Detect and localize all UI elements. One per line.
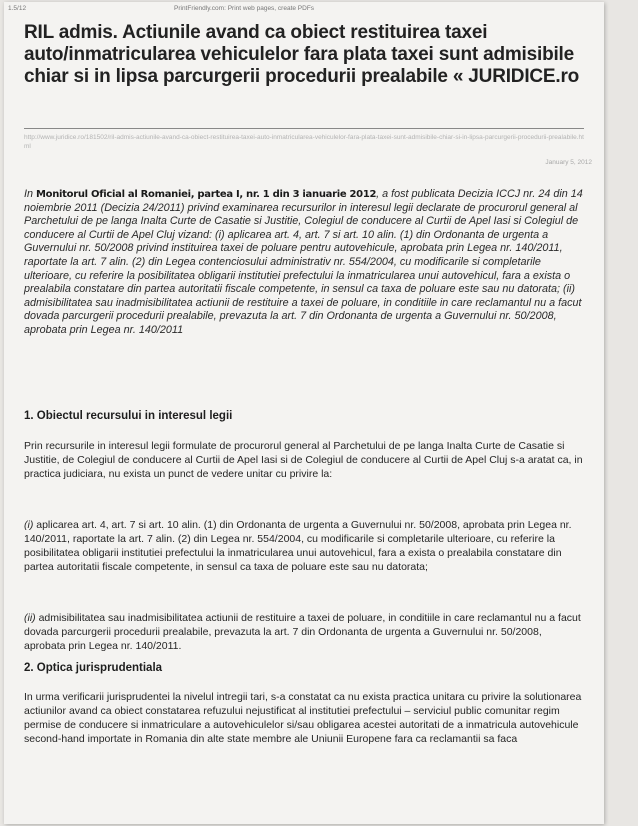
document-page	[4, 2, 604, 824]
roman-marker-i: (i)	[24, 519, 34, 531]
section2-paragraph-1: In urma verificarii jurisprudentei la nivelul intregii tari, s-a constatat ca nu exista practica unitara cu privire la solutionarea actiunilor avand ca obiect constatarea refuzului nejustificat al institutiei prefectului – serviciul public comunitar regim permise de conducere si inmatriculare a autovehiculelor si/sau obligarea acestei autoritati de a inmatricula autovehicule second-hand importate in Romania din alte state membre ale Uniunii Europene fara ca reclamantii sa faca	[24, 691, 582, 745]
title-divider	[24, 128, 584, 129]
roman-marker-ii: (ii)	[24, 612, 36, 624]
section1-paragraph-2	[24, 518, 584, 574]
handwritten-reference: Monitorul Oficial al Romaniei, partea I, nr. 1 din 3 ianuarie 2012	[36, 189, 377, 200]
publication-date: January 5, 2012	[545, 159, 592, 166]
article-title: RIL admis. Actiunile avand ca obiect restituirea taxei auto/inmatricularea vehiculelor fara plata taxei sunt admisibile chiar si in lipsa parcurgerii procedurii prealabile « JURIDICE.ro	[24, 22, 580, 87]
section1-paragraph-1: Prin recursurile in interesul legii formulate de procurorul general al Parchetului de pe langa Inalta Curte de Casatie si Justitie, de Colegiul de conducere al Curtii de Apel Iasi si de Colegiul de conducere al Curtii de Apel Cluj s-a aratat ca, in practica judiciara, nu exista un punct de vedere unitar cu privire la:	[24, 440, 583, 480]
section-heading-1: 1. Obiectul recursului in interesul legii	[24, 410, 233, 422]
print-date: 1.5/12	[8, 5, 27, 12]
intro-text: , a fost publicata Decizia ICCJ nr. 24 din 14 noiembrie 2011 (Decizia 24/2011) privind examinarea recursurilor in interesul legii declarate de procurorul general al Parchetului de pe langa Inalta Curte de Casatie si Justitie, Colegiul de conducere al Curtii de Apel Iasi si Colegiul de conducere al Curtii de Apel Cluj vizand: (i) aplicarea art. 4, art. 7 si art. 10 alin. (1) din Ordonanta de urgenta a Guvernului nr. 50/2008 privind instituirea taxei de poluare pentru autovehicule, aprobata prin Legea nr. 140/2011, raportate la art. 7 alin. (2) din Legea contenciosului administrativ nr. 554/2004, cu modificarile si completarile ulterioare, cu referire la posibilitatea obligarii institutiei prefectului la inmatricularea unui autovehicul, fara a exista o prealabila constatare din partea autoritatii fiscale competente, in sensul ca taxa de poluare este sau nu datorata; (ii) admisibilitatea sau inadmisibilitatea actiunii de restituire a taxei de poluare, in conditiile in care reclamantul nu a facut dovada parcurgerii procedurii prealabile, prevazuta la art. 7 din Ordonanta de urgenta a Guvernului nr. 50/2008, aprobata prin Legea nr. 140/2011	[24, 188, 583, 336]
intro-paragraph	[24, 188, 584, 338]
article-url: http://www.juridice.ro/181502/ril-admis-actiunile-avand-ca-obiect-restituirea-taxei-auto-inmatricularea-vehiculelor-fara-plata-taxei-sunt-admisibile-chiar-si-in-lipsa-parcurgerii-procedurii-prealabile.html	[24, 134, 584, 150]
section1-paragraph-3	[24, 611, 584, 653]
section1-paragraph-2-text: aplicarea art. 4, art. 7 si art. 10 alin. (1) din Ordonanta de urgenta a Guvernului nr. 50/2008, aprobata prin Legea nr. 140/2011, raportate la art. 7 alin. (2) din Legea nr. 554/2004, cu modificarile si completarile ulterioare, cu referire la posibilitatea obligarii institutiei prefectului la inmatricularea unui autovehicul, fara a exista o prealabila constatare din partea autoritatii fiscale competente, in sensul ca taxa de poluare este sau nu datorata;	[24, 519, 572, 573]
print-header	[4, 2, 604, 14]
printfriendly-banner: PrintFriendly.com: Print web pages, create PDFs	[174, 5, 315, 12]
section-heading-2: 2. Optica jurisprudentiala	[24, 662, 163, 674]
section1-paragraph-3-text: admisibilitatea sau inadmisibilitatea actiunii de restituire a taxei de poluare, in conditiile in care reclamantul nu a facut dovada parcurgerii procedurii prealabile, prevazuta la art. 7 din Ordonanta de urgenta a Guvernului nr. 50/2008, aprobata prin Legea nr. 140/2011.	[24, 612, 581, 652]
intro-prefix: In	[24, 188, 37, 200]
